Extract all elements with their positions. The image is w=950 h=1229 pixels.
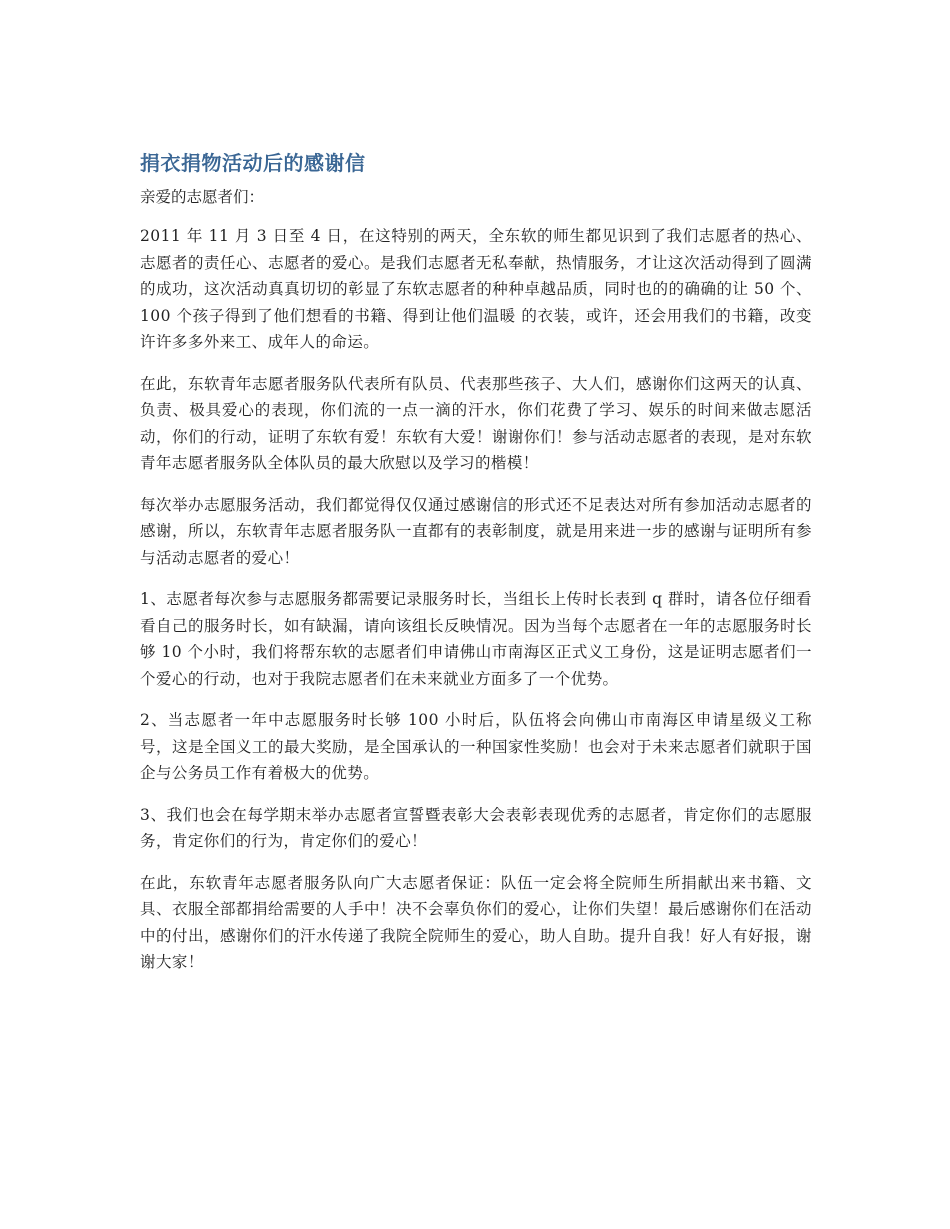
paragraph-1: 2011 年 11 月 3 日至 4 日，在这特别的两天，全东软的师生都见识到了我们志愿者的热心、志愿者的责任心、志愿者的爱心。是我们志愿者无私奉献，热情服务，才让这次活动得到了圆满的成功，这次活动真真切切的彰显了东软志愿者的种种卓越品质，同时也的的确确的让 50 个、100 个孩子得到了他们想看的书籍、得到让他们温暖 的衣装，或许，还会用我们的书籍，改变许许多多外来工、成年人的命运。: [140, 227, 812, 351]
paragraph-3: 每次举办志愿服务活动，我们都觉得仅仅通过感谢信的形式还不足表达对所有参加活动志愿者的感谢，所以，东软青年志愿者服务队一直都有的表彰制度，就是用来进一步的感谢与证明所有参与活动志愿者的爱心！: [140, 495, 812, 567]
paragraph-6-item-3: 3、我们也会在每学期末举办志愿者宣誓暨表彰大会表彰表现优秀的志愿者，肯定你们的志愿服务，肯定你们的行为，肯定你们的爱心！: [140, 805, 812, 850]
paragraph-5-item-2: 2、当志愿者一年中志愿服务时长够 100 小时后，队伍将会向佛山市南海区申请星级义工称号，这是全国义工的最大奖励，是全国承认的一种国家性奖励！也会对于未来志愿者们就职于国企与公务员工作有着极大的优势。: [140, 711, 812, 782]
paragraph-7-closing: 在此，东软青年志愿者服务队向广大志愿者保证：队伍一定会将全院师生所捐献出来书籍、文具、衣服全部都捐给需要的人手中！决不会辜负你们的爱心，让你们失望！最后感谢你们在活动中的付出，感谢你们的汗水传递了我院全院师生的爱心，助人自助。提升自我！好人有好报，谢谢大家！: [140, 873, 812, 971]
paragraph-2: 在此，东软青年志愿者服务队代表所有队员、代表那些孩子、大人们，感谢你们这两天的认真、负责、极具爱心的表现，你们流的一点一滴的汗水，你们花费了学习、娱乐的时间来做志愿活动，你们的行动，证明了东软有爱！东软有大爱！谢谢你们！参与活动志愿者的表现，是对东软青年志愿者服务队全体队员的最大欣慰以及学习的楷模！: [140, 374, 812, 472]
salutation: 亲爱的志愿者们：: [140, 188, 265, 206]
document-page: [140, 148, 812, 991]
document-title: 捐衣捐物活动后的感谢信: [140, 151, 366, 175]
paragraph-4-item-1: 1、志愿者每次参与志愿服务都需要记录服务时长，当组长上传时长表到 q 群时，请各位仔细看看自己的服务时长，如有缺漏，请向该组长反映情况。因为当每个志愿者在一年的志愿服务时长够 10 个小时，我们将帮东软的志愿者们申请佛山市南海区正式义工身份，这是证明志愿者们一个爱心的行动，也对于我院志愿者们在未来就业方面多了一个优势。: [140, 590, 812, 688]
